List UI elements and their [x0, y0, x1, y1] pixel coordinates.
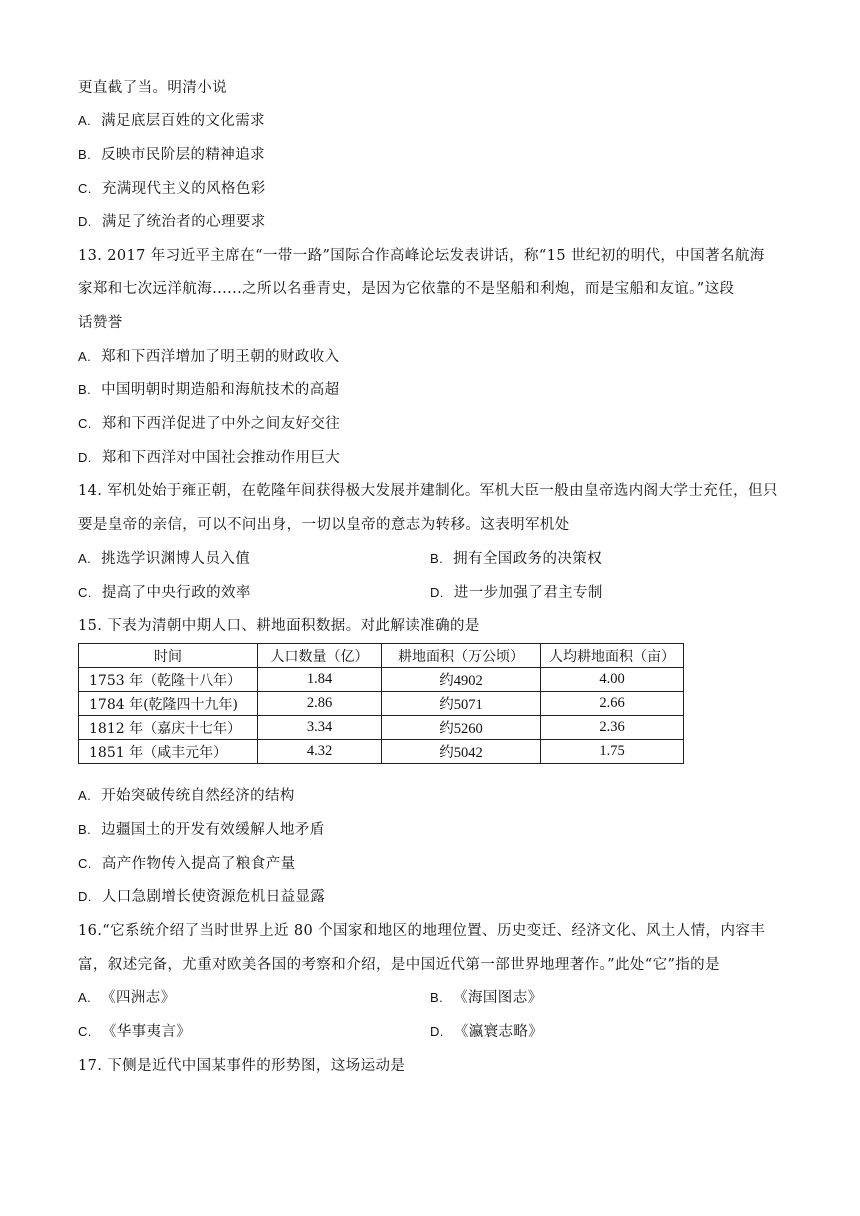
- table-cell: 约5042: [382, 740, 541, 764]
- q13-option-d: [78, 446, 340, 467]
- option-label: D.: [78, 889, 92, 904]
- q13-stem-line-1: 13. 2017 年习近平主席在“一带一路”国际合作高峰论坛发表讲话，称“15 世纪初的明代，中国著名航海: [78, 248, 765, 264]
- q17-stem-line-1: 17. 下侧是近代中国某事件的形势图，这场运动是: [78, 1058, 406, 1074]
- table-cell: 1.75: [541, 740, 684, 764]
- q14-option-b: [430, 547, 602, 568]
- option-text: 边疆国土的开发有效缓解人地矛盾: [101, 822, 325, 838]
- option-label: D.: [430, 1024, 444, 1039]
- q16-stem-line-1: 16.“它系统介绍了当时世界上近 80 个国家和地区的地理位置、历史变迁、经济文化、风土人情，内容丰: [78, 923, 766, 939]
- q16-option-d: [430, 1020, 543, 1041]
- q16-stem-line-2: 富，叙述完备，尤重对欧美各国的考察和介绍，是中国近代第一部世界地理著作。”此处“它”指的是: [78, 957, 720, 973]
- option-text: 提高了中央行政的效率: [101, 585, 251, 601]
- table-row: [79, 716, 684, 740]
- table-cell: 约5071: [382, 692, 541, 716]
- q12-stem-tail: 更直截了当。明清小说: [78, 80, 227, 96]
- option-text: 高产作物传入提高了粮食产量: [101, 856, 296, 872]
- table-header: 耕地面积（万公顷）: [382, 644, 541, 668]
- option-text: 《四洲志》: [101, 990, 176, 1006]
- q14-option-c: [78, 581, 251, 602]
- table-row: [79, 668, 684, 692]
- q16-option-c: [78, 1020, 191, 1041]
- option-text: 进一步加强了君主专制: [453, 585, 603, 601]
- option-label: B.: [78, 822, 92, 837]
- q16-option-b: [430, 986, 543, 1007]
- q12-option-c: [78, 177, 266, 198]
- option-text: 充满现代主义的风格色彩: [101, 181, 266, 197]
- option-label: C.: [78, 416, 92, 431]
- option-text: 郑和下西洋对中国社会推动作用巨大: [101, 450, 341, 466]
- q13-stem-line-3: 话赞誉: [78, 315, 123, 331]
- table-header: 人均耕地面积（亩）: [541, 644, 684, 668]
- option-label: B.: [78, 147, 92, 162]
- option-label: D.: [430, 585, 444, 600]
- option-label: C.: [78, 1024, 92, 1039]
- table-cell: 1851 年（咸丰元年）: [79, 740, 258, 764]
- table-row: [79, 692, 684, 716]
- table-cell: 约5260: [382, 716, 541, 740]
- q14-option-a: [78, 547, 250, 568]
- table-row: [79, 740, 684, 764]
- table-cell: 1753 年（乾隆十八年）: [79, 668, 258, 692]
- option-text: 满足了统治者的心理要求: [101, 214, 266, 230]
- table-cell: 1.84: [258, 668, 382, 692]
- q13-option-b: [78, 378, 340, 399]
- option-label: D.: [78, 450, 92, 465]
- option-label: A.: [78, 349, 92, 364]
- option-text: 挑选学识渊博人员入值: [101, 551, 251, 567]
- q12-option-b: [78, 143, 265, 164]
- table-cell: 4.00: [541, 668, 684, 692]
- option-label: B.: [430, 990, 444, 1005]
- option-label: B.: [430, 551, 444, 566]
- q16-option-a: [78, 986, 176, 1007]
- q13-option-c: [78, 412, 340, 433]
- option-label: C.: [78, 585, 92, 600]
- table-header: 人口数量（亿）: [258, 644, 382, 668]
- q14-option-d: [430, 581, 603, 602]
- q14-stem-line-2: 要是皇帝的亲信，可以不问出身，一切以皇帝的意志为转移。这表明军机处: [78, 517, 570, 533]
- table-cell: 1812 年（嘉庆十七年）: [79, 716, 258, 740]
- table-cell: 3.34: [258, 716, 382, 740]
- option-label: A.: [78, 788, 92, 803]
- q15-option-c: [78, 852, 296, 873]
- option-text: 《华事夷言》: [101, 1024, 192, 1040]
- option-text: 郑和下西洋促进了中外之间友好交往: [101, 416, 341, 432]
- q14-stem-line-1: 14. 军机处始于雍正朝，在乾隆年间获得极大发展并建制化。军机大臣一般由皇帝选内阁大学士充任，但只: [78, 483, 778, 499]
- option-text: 《海国图志》: [453, 990, 543, 1006]
- population-table: [78, 643, 684, 764]
- option-label: D.: [78, 214, 92, 229]
- q12-option-d: [78, 210, 266, 231]
- q13-stem-line-2: 家郑和七次远洋航海......之所以名垂青史，是因为它依靠的不是坚船和利炮，而是宝船和友谊。”这段: [78, 281, 735, 297]
- option-text: 拥有全国政务的决策权: [453, 551, 603, 567]
- q12-option-a: [78, 109, 265, 130]
- q15-stem-line-1: 15. 下表为清朝中期人口、耕地面积数据。对此解读准确的是: [78, 618, 480, 634]
- option-text: 中国明朝时期造船和海航技术的高超: [101, 382, 340, 398]
- q15-option-b: [78, 818, 325, 839]
- option-text: 开始突破传统自然经济的结构: [101, 788, 295, 804]
- table-header: 时间: [79, 644, 258, 668]
- table-cell: 2.66: [541, 692, 684, 716]
- option-label: C.: [78, 181, 92, 196]
- option-text: 满足底层百姓的文化需求: [101, 113, 265, 129]
- q15-option-d: [78, 885, 325, 906]
- table-header-row: [79, 644, 684, 668]
- option-text: 郑和下西洋增加了明王朝的财政收入: [101, 349, 340, 365]
- table-cell: 1784 年(乾隆四十九年): [79, 692, 258, 716]
- option-label: A.: [78, 551, 92, 566]
- option-text: 反映市民阶层的精神追求: [101, 147, 265, 163]
- q13-option-a: [78, 345, 340, 366]
- option-text: 《瀛寰志略》: [453, 1024, 544, 1040]
- table-cell: 4.32: [258, 740, 382, 764]
- option-text: 人口急剧增长使资源危机日益显露: [101, 889, 326, 905]
- table-cell: 2.86: [258, 692, 382, 716]
- q15-option-a: [78, 784, 295, 805]
- table-cell: 约4902: [382, 668, 541, 692]
- option-label: B.: [78, 382, 92, 397]
- table-cell: 2.36: [541, 716, 684, 740]
- option-label: C.: [78, 856, 92, 871]
- option-label: A.: [78, 990, 92, 1005]
- option-label: A.: [78, 113, 92, 128]
